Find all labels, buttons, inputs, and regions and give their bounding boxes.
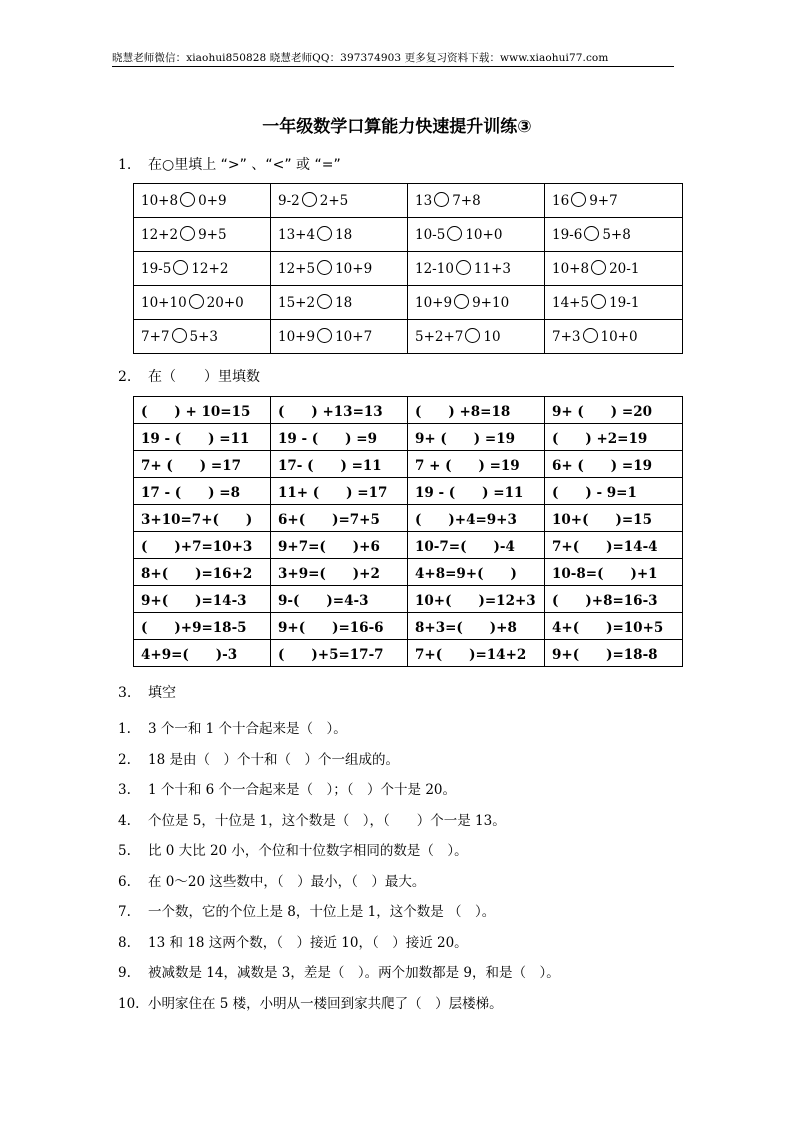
compare-row bbox=[134, 218, 683, 252]
fill-row bbox=[134, 613, 683, 640]
fill-row bbox=[134, 559, 683, 586]
fill-equation-cell[interactable]: 17- ( ) =11 bbox=[271, 451, 408, 478]
fill-blank-item bbox=[118, 718, 560, 749]
compare-left: 14+5 bbox=[552, 295, 590, 311]
compare-left: 10+8 bbox=[141, 193, 179, 209]
fill-equation-cell[interactable]: ( ) +13=13 bbox=[271, 397, 408, 424]
compare-right: 20-1 bbox=[609, 261, 640, 277]
compare-cell bbox=[408, 252, 545, 286]
fill-equation-cell[interactable]: ( )+4=9+3 bbox=[408, 505, 545, 532]
compare-circle-blank[interactable] bbox=[447, 226, 462, 241]
fill-equation-cell[interactable]: 7+( )=14-4 bbox=[545, 532, 683, 559]
fill-equation-cell[interactable]: 7+( )=14+2 bbox=[408, 640, 545, 667]
fill-equation-cell[interactable]: 9+ ( ) =19 bbox=[408, 424, 545, 451]
compare-left: 10+10 bbox=[141, 295, 187, 311]
compare-right: 11+3 bbox=[473, 261, 512, 277]
fill-equation-cell[interactable]: 3+9=( )+2 bbox=[271, 559, 408, 586]
compare-cell bbox=[408, 218, 545, 252]
section-3-number: 3. bbox=[118, 685, 132, 701]
compare-circle-blank[interactable] bbox=[302, 192, 317, 207]
compare-row bbox=[134, 320, 683, 354]
fill-row bbox=[134, 397, 683, 424]
compare-cell bbox=[271, 184, 408, 218]
fill-equation-cell[interactable]: 8+( )=16+2 bbox=[134, 559, 271, 586]
compare-left: 5+2+7 bbox=[415, 329, 464, 345]
section-2-number: 2. bbox=[118, 369, 132, 385]
fill-equation-cell[interactable]: ( ) +8=18 bbox=[408, 397, 545, 424]
compare-circle-blank[interactable] bbox=[591, 294, 606, 309]
compare-left: 7+7 bbox=[141, 329, 170, 345]
compare-left: 9-2 bbox=[278, 193, 300, 209]
compare-right: 2+5 bbox=[319, 193, 349, 209]
compare-cell bbox=[134, 286, 271, 320]
compare-cell bbox=[545, 184, 683, 218]
fill-equation-cell[interactable]: 10+( )=15 bbox=[545, 505, 683, 532]
fill-blank-question: 个位是 5，十位是 1，这个数是（ ），（ ）个一是 13。 bbox=[148, 812, 506, 829]
compare-circle-blank[interactable] bbox=[317, 294, 332, 309]
compare-cell bbox=[545, 252, 683, 286]
fill-equation-cell[interactable]: 7+ ( ) =17 bbox=[134, 451, 271, 478]
header-rule bbox=[112, 66, 674, 67]
fill-blank-item bbox=[118, 962, 560, 993]
compare-row bbox=[134, 252, 683, 286]
fill-equation-cell[interactable]: 9-( )=4-3 bbox=[271, 586, 408, 613]
fill-blank-question: 一个数，它的个位上是 8，十位上是 1，这个数是 （ ）。 bbox=[148, 904, 496, 920]
fill-equation-cell[interactable]: 8+3=( )+8 bbox=[408, 613, 545, 640]
compare-cell bbox=[408, 320, 545, 354]
compare-right: 10 bbox=[483, 329, 501, 345]
fill-blank-number: 6. bbox=[118, 873, 131, 890]
section-3-heading bbox=[118, 682, 176, 702]
fill-blank-item bbox=[118, 993, 560, 1024]
fill-equation-cell[interactable]: 3+10=7+( ) bbox=[134, 505, 271, 532]
fill-blank-item bbox=[118, 779, 560, 810]
fill-equation-cell[interactable]: ( ) +2=19 bbox=[545, 424, 683, 451]
fill-equation-cell[interactable]: ( )+8=16-3 bbox=[545, 586, 683, 613]
section-3-instruction: 填空 bbox=[148, 685, 176, 701]
compare-cell bbox=[545, 218, 683, 252]
compare-right: 18 bbox=[335, 227, 353, 243]
fill-blank-number: 3. bbox=[118, 782, 131, 798]
compare-circle-blank[interactable] bbox=[180, 192, 195, 207]
fill-equation-cell[interactable]: ( ) - 9=1 bbox=[545, 478, 683, 505]
compare-cell bbox=[408, 184, 545, 218]
compare-right: 10+0 bbox=[465, 227, 503, 243]
fill-equation-cell[interactable]: 9+( )=14-3 bbox=[134, 586, 271, 613]
fill-equation-cell[interactable]: 6+( )=7+5 bbox=[271, 505, 408, 532]
compare-cell bbox=[134, 218, 271, 252]
fill-row bbox=[134, 451, 683, 478]
worksheet-title: 一年级数学口算能力快速提升训练③ bbox=[262, 117, 532, 137]
compare-circle-blank[interactable] bbox=[317, 328, 332, 343]
fill-blank-number: 8. bbox=[118, 934, 131, 951]
fill-blank-item bbox=[118, 810, 560, 841]
compare-cell bbox=[134, 320, 271, 354]
compare-right: 9+5 bbox=[198, 227, 227, 243]
fill-blank-question: 小明家住在 5 楼，小明从一楼回到家共爬了（ ）层楼梯。 bbox=[148, 995, 503, 1012]
compare-circle-blank[interactable] bbox=[454, 294, 469, 309]
fill-blank-question: 3 个一和 1 个十合起来是（ ）。 bbox=[148, 721, 347, 737]
fill-blank-question: 被减数是 14，减数是 3，差是（ ）。两个加数都是 9，和是（ ）。 bbox=[148, 965, 560, 981]
compare-circle-blank[interactable] bbox=[317, 260, 332, 275]
compare-cell bbox=[408, 286, 545, 320]
fill-equation-cell[interactable]: 7 + ( ) =19 bbox=[408, 451, 545, 478]
section-1-heading bbox=[118, 154, 341, 174]
fill-blank-item bbox=[118, 901, 560, 932]
fill-equation-cell[interactable]: ( )+9=18-5 bbox=[134, 613, 271, 640]
compare-circle-blank[interactable] bbox=[583, 328, 598, 343]
fill-equation-cell[interactable]: 19 - ( ) =11 bbox=[134, 424, 271, 451]
fill-blank-number: 2. bbox=[118, 751, 131, 768]
compare-right: 0+9 bbox=[198, 193, 227, 209]
section-1-instruction: 在○里填上 “>” 、“<” 或 “=” bbox=[148, 157, 341, 173]
compare-circle-blank[interactable] bbox=[465, 328, 480, 343]
compare-row bbox=[134, 286, 683, 320]
fill-blank-number: 7. bbox=[118, 904, 131, 920]
compare-left: 13 bbox=[415, 193, 433, 209]
compare-left: 16 bbox=[552, 193, 570, 209]
fill-equation-cell[interactable]: 19 - ( ) =11 bbox=[408, 478, 545, 505]
compare-right: 10+7 bbox=[335, 329, 373, 345]
fill-blank-question: 18 是由（ ）个十和（ ）个一组成的。 bbox=[148, 751, 399, 768]
compare-right: 10+0 bbox=[600, 329, 638, 345]
page-header: 晓慧老师微信：xiaohui850828 晓慧老师QQ：397374903 更多复习资料下载：www.xiaohui77.com bbox=[112, 52, 609, 64]
fill-blank-item bbox=[118, 871, 560, 902]
fill-blank-question: 比 0 大比 20 小，个位和十位数字相同的数是（ ）。 bbox=[148, 843, 468, 859]
compare-right: 18 bbox=[335, 295, 353, 311]
compare-left: 10+9 bbox=[415, 295, 453, 311]
fill-row bbox=[134, 505, 683, 532]
compare-row bbox=[134, 184, 683, 218]
compare-cell bbox=[545, 320, 683, 354]
fill-row bbox=[134, 424, 683, 451]
compare-circle-blank[interactable] bbox=[317, 226, 332, 241]
section-1-number: 1. bbox=[118, 157, 132, 173]
fill-row bbox=[134, 478, 683, 505]
fill-equation-cell[interactable]: ( )+7=10+3 bbox=[134, 532, 271, 559]
compare-right: 5+3 bbox=[189, 329, 218, 345]
fill-equation-cell[interactable]: 10-7=( )-4 bbox=[408, 532, 545, 559]
fill-blank-number: 5. bbox=[118, 843, 131, 859]
compare-right: 7+8 bbox=[452, 193, 481, 209]
fill-equation-cell[interactable]: 4+9=( )-3 bbox=[134, 640, 271, 667]
fill-blank-number: 4. bbox=[118, 812, 131, 829]
fill-blank-question: 1 个十和 6 个一合起来是（ ）；（ ）个十是 20。 bbox=[148, 782, 457, 798]
fill-equation-cell[interactable]: 9+ ( ) =20 bbox=[545, 397, 683, 424]
compare-right: 10+9 bbox=[335, 261, 373, 277]
compare-circle-blank[interactable] bbox=[173, 260, 188, 275]
compare-right: 9+7 bbox=[589, 193, 618, 209]
fill-equation-cell[interactable]: 19 - ( ) =9 bbox=[271, 424, 408, 451]
compare-cell bbox=[271, 218, 408, 252]
compare-table bbox=[133, 183, 683, 354]
fill-equation-cell[interactable]: ( ) + 10=15 bbox=[134, 397, 271, 424]
compare-cell bbox=[271, 320, 408, 354]
compare-circle-blank[interactable] bbox=[180, 226, 195, 241]
fill-equation-cell[interactable]: 4+8=9+( ) bbox=[408, 559, 545, 586]
compare-right: 20+0 bbox=[206, 295, 244, 311]
fill-equation-cell[interactable]: 10-8=( )+1 bbox=[545, 559, 683, 586]
fill-blank-item bbox=[118, 840, 560, 871]
fill-blank-item bbox=[118, 932, 560, 963]
compare-circle-blank[interactable] bbox=[591, 260, 606, 275]
section-2-instruction: 在（ ）里填数 bbox=[148, 369, 260, 385]
compare-right: 19-1 bbox=[609, 295, 640, 311]
compare-circle-blank[interactable] bbox=[434, 192, 449, 207]
fill-equation-cell[interactable]: 4+( )=10+5 bbox=[545, 613, 683, 640]
compare-circle-blank[interactable] bbox=[189, 294, 204, 309]
compare-cell bbox=[271, 286, 408, 320]
compare-right: 9+10 bbox=[472, 295, 510, 311]
fill-equation-cell[interactable]: 6+ ( ) =19 bbox=[545, 451, 683, 478]
fill-equation-cell[interactable]: 9+7=( )+6 bbox=[271, 532, 408, 559]
compare-cell bbox=[134, 184, 271, 218]
compare-left: 7+3 bbox=[552, 329, 581, 345]
fill-row bbox=[134, 532, 683, 559]
fill-equation-cell[interactable]: 9+( )=16-6 bbox=[271, 613, 408, 640]
fill-blank-number: 10. bbox=[118, 995, 140, 1012]
fill-blank-question: 13 和 18 这两个数，（ ）接近 10，（ ）接近 20。 bbox=[148, 934, 468, 951]
compare-circle-blank[interactable] bbox=[584, 226, 599, 241]
fill-equation-cell[interactable]: 17 - ( ) =8 bbox=[134, 478, 271, 505]
fill-blank-list bbox=[118, 718, 560, 1023]
fill-equation-cell[interactable]: 9+( )=18-8 bbox=[545, 640, 683, 667]
fill-blank-number: 1. bbox=[118, 721, 131, 737]
compare-right: 5+8 bbox=[602, 227, 631, 243]
compare-left: 10+8 bbox=[552, 261, 590, 277]
compare-left: 19-5 bbox=[141, 261, 172, 277]
compare-cell bbox=[545, 286, 683, 320]
compare-left: 15+2 bbox=[278, 295, 316, 311]
fill-blank-number: 9. bbox=[118, 965, 131, 981]
compare-right: 12+2 bbox=[191, 261, 229, 277]
fill-row bbox=[134, 586, 683, 613]
fill-number-table bbox=[133, 396, 683, 667]
compare-left: 10-5 bbox=[415, 227, 446, 243]
compare-cell bbox=[271, 252, 408, 286]
compare-cell bbox=[134, 252, 271, 286]
compare-left: 12+5 bbox=[278, 261, 316, 277]
compare-circle-blank[interactable] bbox=[456, 260, 471, 275]
fill-row bbox=[134, 640, 683, 667]
compare-left: 13+4 bbox=[278, 227, 316, 243]
compare-circle-blank[interactable] bbox=[172, 328, 187, 343]
compare-left: 12+2 bbox=[141, 227, 179, 243]
compare-left: 19-6 bbox=[552, 227, 583, 243]
compare-circle-blank[interactable] bbox=[571, 192, 586, 207]
fill-equation-cell[interactable]: ( )+5=17-7 bbox=[271, 640, 408, 667]
fill-blank-question: 在 0～20 这些数中，（ ）最小，（ ）最大。 bbox=[148, 873, 426, 890]
compare-left: 12-10 bbox=[415, 261, 454, 277]
fill-equation-cell[interactable]: 10+( )=12+3 bbox=[408, 586, 545, 613]
fill-equation-cell[interactable]: 11+ ( ) =17 bbox=[271, 478, 408, 505]
compare-left: 10+9 bbox=[278, 329, 316, 345]
fill-blank-item bbox=[118, 749, 560, 780]
section-2-heading bbox=[118, 366, 260, 386]
